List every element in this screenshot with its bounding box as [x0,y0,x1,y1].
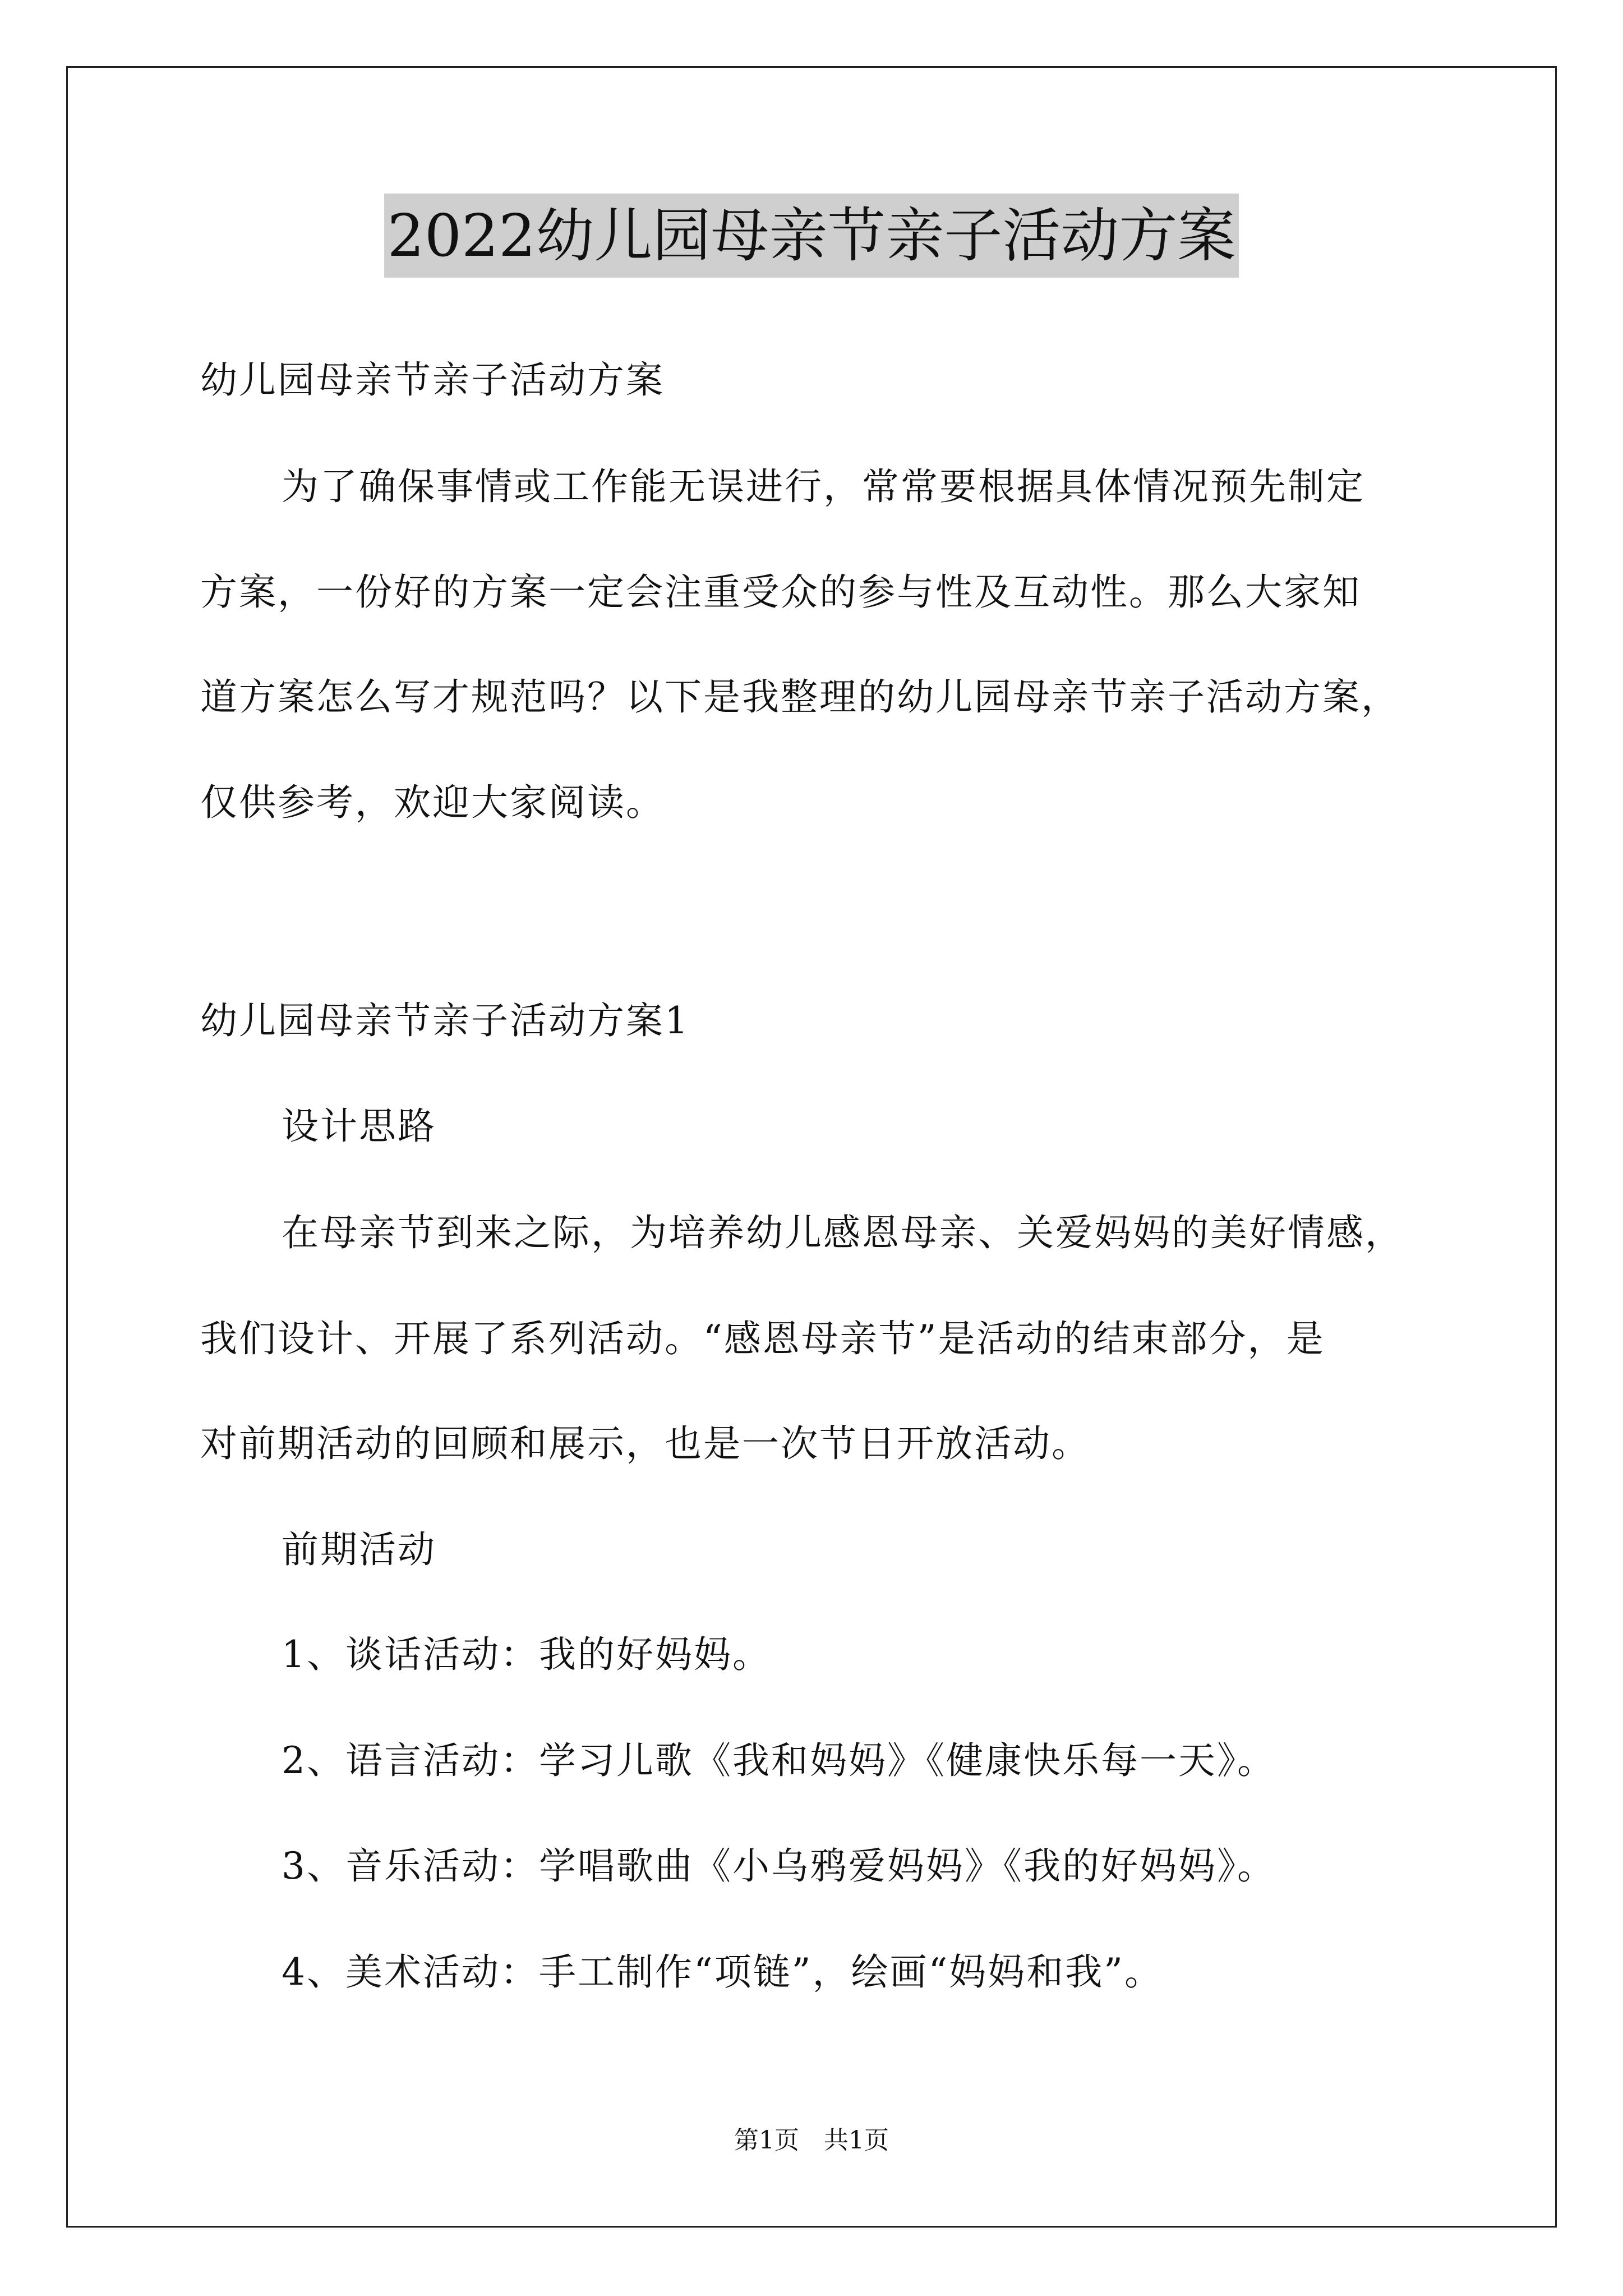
activity-item: 4、美术活动：手工制作“项链”，绘画“妈妈和我”。 [282,1950,1163,1994]
intro-line: 仅供参考，欢迎大家阅读。 [200,781,665,824]
document-title-wrap [0,194,1623,278]
intro-line: 方案，一份好的方案一定会注重受众的参与性及互动性。那么大家知 [200,570,1361,614]
design-text-line: 我们设计、开展了系列活动。“感恩母亲节”是活动的结束部分，是 [200,1317,1325,1360]
activity-item: 2、语言活动：学习儿歌《我和妈妈》《健康快乐每一天》。 [282,1739,1276,1782]
design-text-line: 对前期活动的回顾和展示，也是一次节日开放活动。 [200,1422,1090,1465]
design-heading: 设计思路 [282,1105,436,1148]
page-footer: 第1页 共1页 [734,2126,889,2155]
pre-activities-heading: 前期活动 [282,1528,436,1571]
intro-line: 为了确保事情或工作能无误进行，常常要根据具体情况预先制定 [282,465,1365,508]
document-title: 2022幼儿园母亲节亲子活动方案 [384,194,1239,278]
subtitle: 幼儿园母亲节亲子活动方案 [200,358,665,402]
design-text-line: 在母亲节到来之际，为培养幼儿感恩母亲、关爱妈妈的美好情感， [282,1211,1404,1254]
activity-item: 3、音乐活动：学唱歌曲《小乌鸦爱妈妈》《我的好妈妈》。 [282,1844,1276,1888]
intro-line: 道方案怎么写才规范吗？以下是我整理的幼儿园母亲节亲子活动方案， [200,675,1400,719]
section-heading: 幼儿园母亲节亲子活动方案1 [200,999,690,1042]
activity-item: 1、谈话活动：我的好妈妈。 [282,1633,771,1676]
